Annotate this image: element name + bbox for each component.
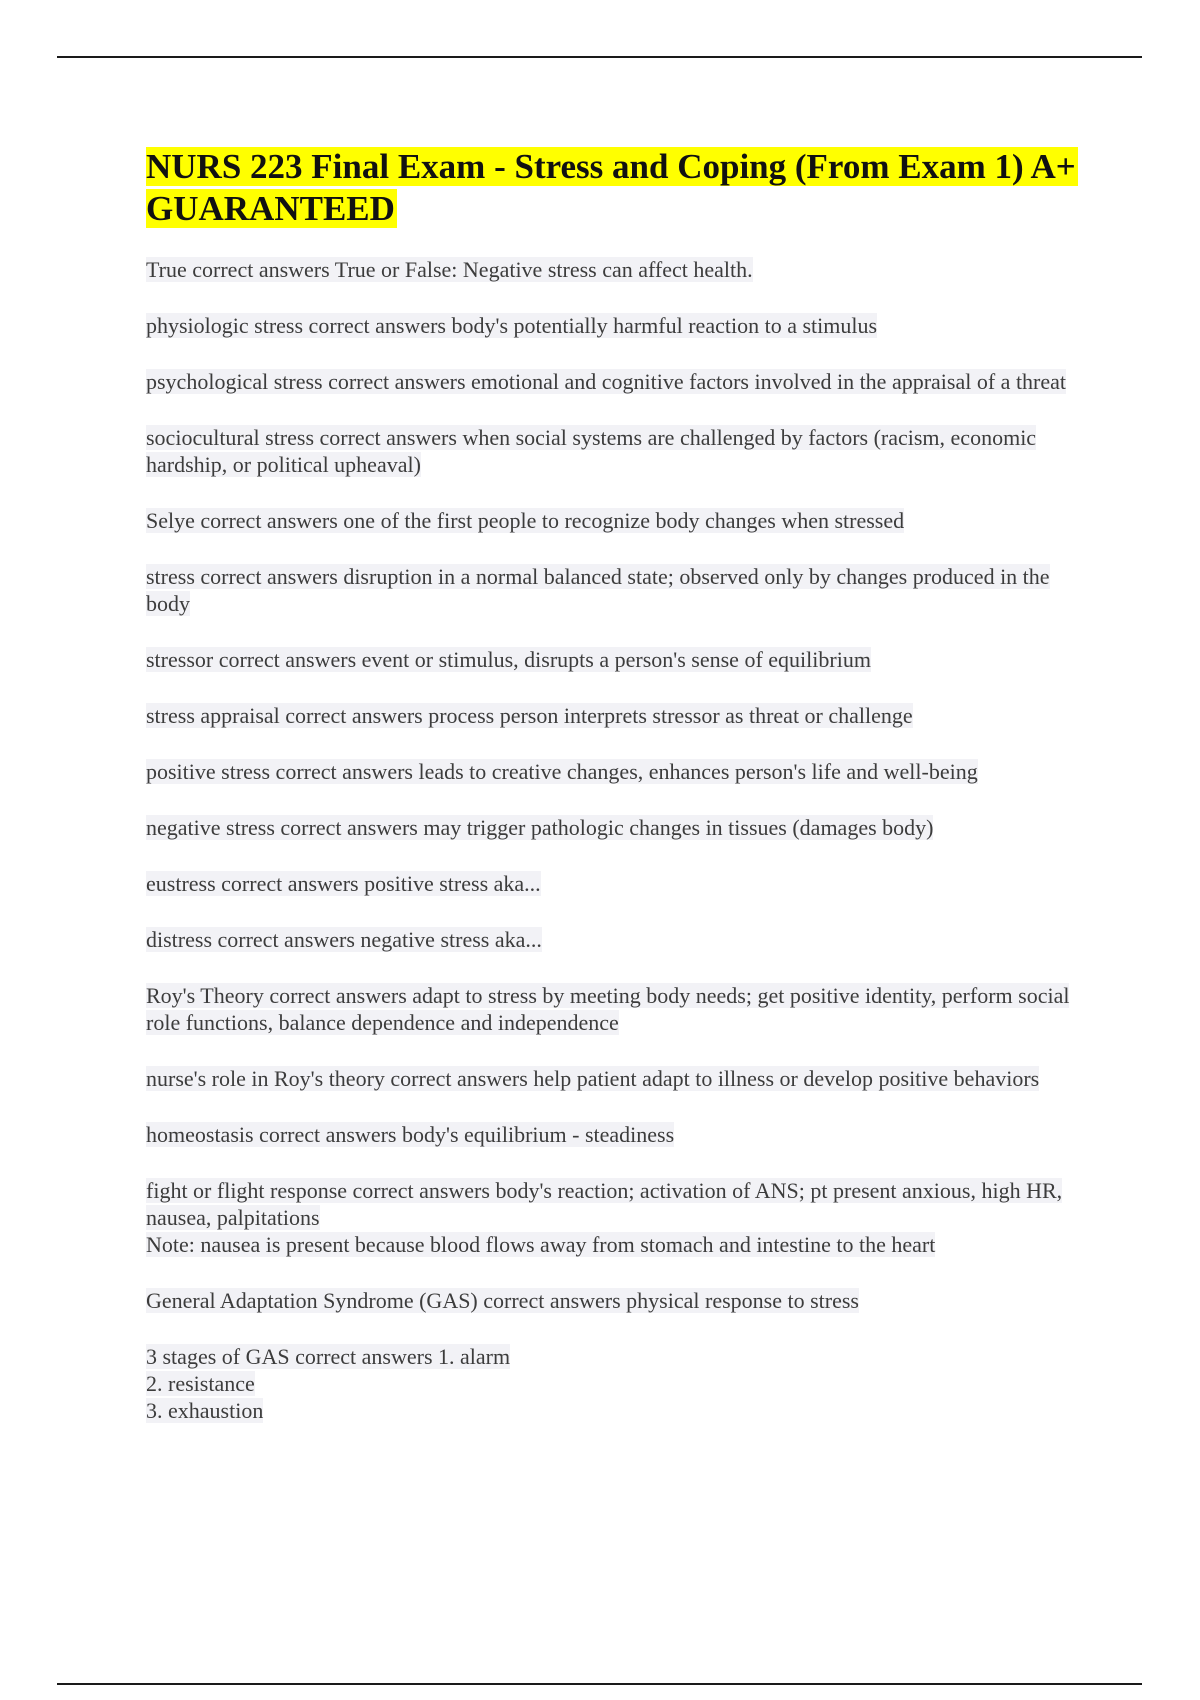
entry-text: positive stress correct answers leads to creative changes, enhances person's life and well-being (146, 759, 978, 784)
entry-text: sociocultural stress correct answers when social systems are challenged by factors (racism, economic hardship, or political upheaval) (146, 425, 1037, 477)
list-item-text: 2. resistance (146, 1371, 255, 1396)
entry-text: stressor correct answers event or stimulus, disrupts a person's sense of equilibrium (146, 647, 871, 672)
entry-line (146, 1343, 1076, 1370)
flashcard-entry (146, 758, 1076, 785)
flashcard-entry (146, 1343, 1076, 1424)
entry-text: stress correct answers disruption in a normal balanced state; observed only by changes produced in the body (146, 564, 1050, 616)
entry-text: psychological stress correct answers emotional and cognitive factors involved in the appraisal of a threat (146, 369, 1067, 394)
entry-text: nurse's role in Roy's theory correct answers help patient adapt to illness or develop positive behaviors (146, 1066, 1040, 1091)
page-content (146, 146, 1076, 1453)
flashcard-entry (146, 926, 1076, 953)
flashcard-entry (146, 312, 1076, 339)
entry-text: distress correct answers negative stress aka... (146, 927, 542, 952)
top-rule (57, 56, 1142, 58)
flashcard-entry (146, 368, 1076, 395)
entry-text: negative stress correct answers may trigger pathologic changes in tissues (damages body) (146, 815, 934, 840)
flashcard-entry (146, 424, 1076, 478)
entry-text: stress appraisal correct answers process person interprets stressor as threat or challenge (146, 703, 913, 728)
entry-note-line (146, 1231, 1076, 1258)
entry-text: True correct answers True or False: Negative stress can affect health. (146, 257, 753, 282)
flashcard-entry (146, 702, 1076, 729)
entry-text: physiologic stress correct answers body's potentially harmful reaction to a stimulus (146, 313, 878, 338)
entry-text: homeostasis correct answers body's equilibrium - steadiness (146, 1122, 675, 1147)
entry-text: fight or flight response correct answers body's reaction; activation of ANS; pt present anxious, high HR, nausea, palpitations (146, 1178, 1063, 1230)
entry-note: Note: nausea is present because blood flows away from stomach and intestine to the heart (146, 1232, 936, 1257)
flashcard-entry (146, 507, 1076, 534)
entry-text: Selye correct answers one of the first people to recognize body changes when stressed (146, 508, 905, 533)
title-highlight: NURS 223 Final Exam - Stress and Coping (From Exam 1) A+ GUARANTEED (146, 147, 1076, 228)
flashcard-entry (146, 646, 1076, 673)
entry-text: eustress correct answers positive stress aka... (146, 871, 541, 896)
flashcard-list (146, 256, 1076, 1424)
entry-text: 3 stages of GAS correct answers 1. alarm (146, 1344, 511, 1369)
entry-text: Roy's Theory correct answers adapt to stress by meeting body needs; get positive identity, perform social role functions, balance dependence and independence (146, 983, 1070, 1035)
flashcard-entry (146, 1177, 1076, 1258)
flashcard-entry (146, 1287, 1076, 1314)
flashcard-entry (146, 1065, 1076, 1092)
flashcard-entry (146, 1121, 1076, 1148)
document-title (146, 146, 1076, 230)
flashcard-entry (146, 814, 1076, 841)
bottom-rule (57, 1683, 1142, 1685)
flashcard-entry (146, 870, 1076, 897)
flashcard-entry (146, 256, 1076, 283)
entry-list-item (146, 1397, 1076, 1424)
list-item-text: 3. exhaustion (146, 1398, 264, 1423)
entry-list-item (146, 1370, 1076, 1397)
flashcard-entry (146, 563, 1076, 617)
entry-line (146, 1177, 1076, 1231)
flashcard-entry (146, 982, 1076, 1036)
entry-text: General Adaptation Syndrome (GAS) correct answers physical response to stress (146, 1288, 859, 1313)
